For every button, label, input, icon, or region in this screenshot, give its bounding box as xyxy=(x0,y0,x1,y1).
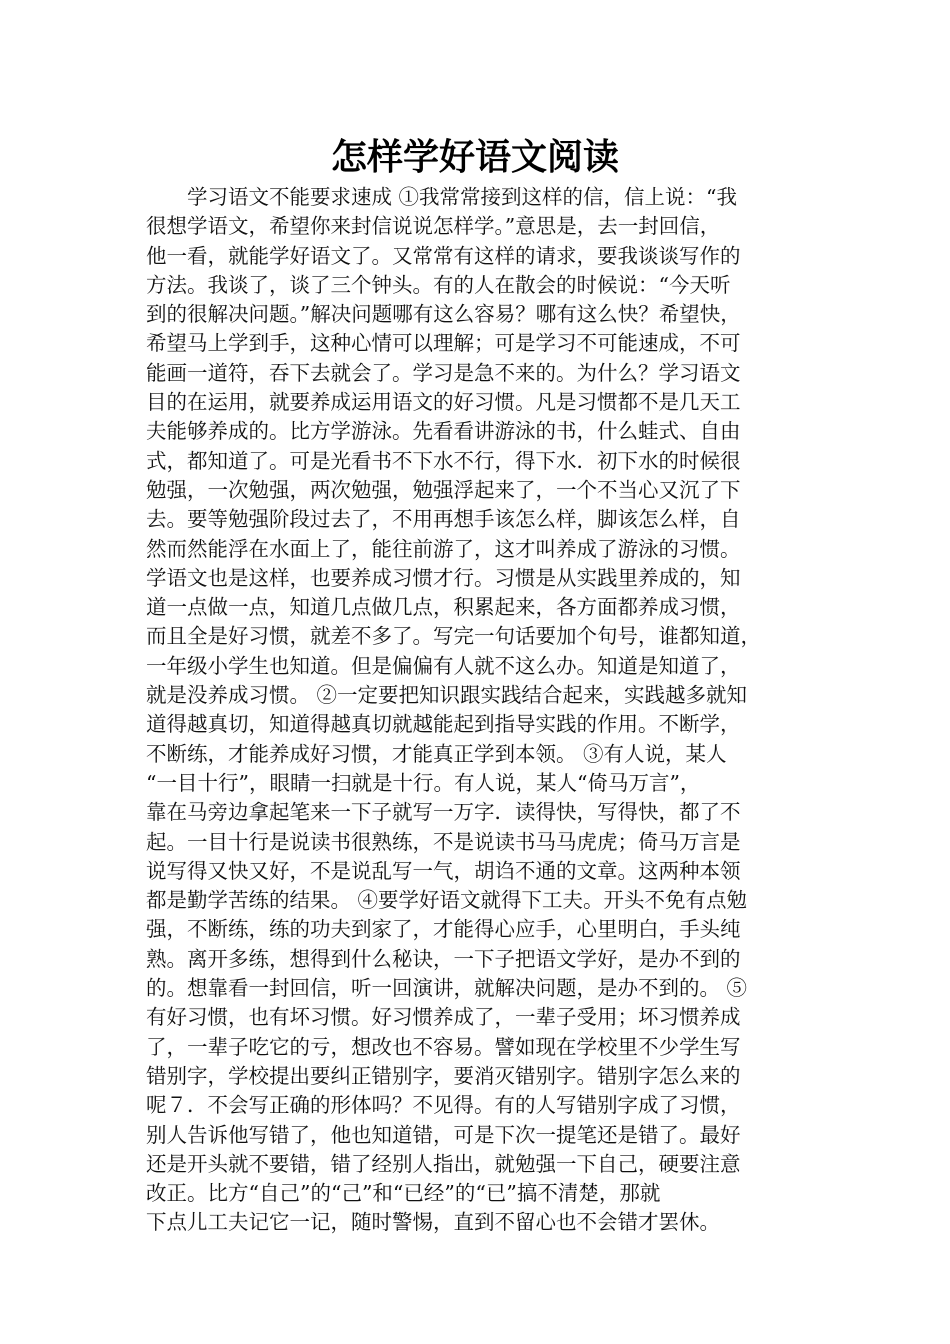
text-line: 勉强，一次勉强，两次勉强，勉强浮起来了，一个不当心又沉了下 xyxy=(146,477,741,502)
text-line: 熟。离开多练，想得到什么秘诀，一下子把语文学好，是办不到的 xyxy=(146,946,741,971)
text-line: 错别字，学校提出要纠正错别字，要消灭错别字。错别字怎么来的 xyxy=(146,1063,741,1088)
text-line: 夫能够养成的。比方学游泳。先看看讲游泳的书，什么蛙式、自由 xyxy=(146,419,741,444)
text-line: 有好习惯，也有坏习惯。好习惯养成了，一辈子受用；坏习惯养成 xyxy=(146,1005,741,1030)
text-line: 然而然能浮在水面上了，能往前游了，这才叫养成了游泳的习惯。 xyxy=(146,536,741,561)
text-line: 说写得又快又好，不是说乱写一气，胡诌不通的文章。这两种本领 xyxy=(146,858,741,883)
text-line: 呢７．不会写正确的形体吗？不见得。有的人写错别字成了习惯， xyxy=(146,1093,741,1118)
text-line: 到的很解决问题。”解决问题哪有这么容易？哪有这么快？希望快， xyxy=(146,302,741,327)
text-line: 很想学语文，希望你来封信说说怎样学。”意思是，去一封回信， xyxy=(146,214,721,239)
text-line: 强，不断练，练的功夫到家了，才能得心应手，心里明白，手头纯 xyxy=(146,917,741,942)
text-line: 而且全是好习惯，就差不多了。写完一句话要加个句号，谁都知道， xyxy=(146,624,761,649)
text-line: 就是没养成习惯。 ②一定要把知识跟实践结合起来，实践越多就知 xyxy=(146,683,748,708)
text-line: 都是勤学苦练的结果。 ④要学好语文就得下工夫。开头不免有点勉 xyxy=(146,888,748,913)
text-line: 别人告诉他写错了，他也知道错，可是下次一提笔还是错了。最好 xyxy=(146,1122,741,1147)
text-line: 去。要等勉强阶段过去了，不用再想手该怎么样，脚该怎么样，自 xyxy=(146,507,741,532)
text-line: 靠在马旁边拿起笔来一下子就写一万字．读得快，写得快，都了不 xyxy=(146,800,741,825)
article-body xyxy=(146,183,806,1238)
text-line: 下点儿工夫记它一记，随时警惕，直到不留心也不会错才罢休。 xyxy=(146,1210,720,1235)
text-line: 学习语文不能要求速成 ①我常常接到这样的信，信上说：“我 xyxy=(146,185,737,209)
text-line: 学语文也是这样，也要养成习惯才行。习惯是从实践里养成的，知 xyxy=(146,565,741,590)
text-line: 道得越真切，知道得越真切就越能起到指导实践的作用。不断学， xyxy=(146,712,741,737)
text-line: 能画一道符，吞下去就会了。学习是急不来的。为什么？学习语文 xyxy=(146,360,741,385)
text-line: 方法。我谈了，谈了三个钟头。有的人在散会的时候说：“今天听 xyxy=(146,272,731,297)
text-line: 希望马上学到手，这种心情可以理解；可是学习不可能速成，不可 xyxy=(146,331,741,356)
text-line: 了，一辈子吃它的亏，想改也不容易。譬如现在学校里不少学生写 xyxy=(146,1034,741,1059)
text-line: 一年级小学生也知道。但是偏偏有人就不这么办。知道是知道了， xyxy=(146,653,741,678)
text-line: 目的在运用，就要养成运用语文的好习惯。凡是习惯都不是几天工 xyxy=(146,390,741,415)
text-line: 不断练，才能养成好习惯，才能真正学到本领。 ③有人说，某人 xyxy=(146,741,727,766)
text-line: 起。一目十行是说读书很熟练，不是说读书马马虎虎；倚马万言是 xyxy=(146,829,741,854)
document-title: 怎样学好语文阅读 xyxy=(330,137,619,178)
text-line: “一目十行”，眼睛一扫就是十行。有人说，某人“倚马万言”， xyxy=(146,770,701,795)
text-line: 的。想靠看一封回信，听一回演讲，就解决问题，是办不到的。 ⑤ xyxy=(146,976,748,1001)
text-line: 道一点做一点，知道几点做几点，积累起来，各方面都养成习惯， xyxy=(146,595,741,620)
text-line: 还是开头就不要错，错了经别人指出，就勉强一下自己，硬要注意 xyxy=(146,1151,741,1176)
text-line: 他一看，就能学好语文了。又常常有这样的请求，要我谈谈写作的 xyxy=(146,243,741,268)
text-line: 改正。比方“自己”的“己”和“已经”的“已”搞不清楚，那就 xyxy=(146,1181,661,1206)
text-line: 式，都知道了。可是光看书不下水不行，得下水．初下水的时候很 xyxy=(146,448,741,473)
